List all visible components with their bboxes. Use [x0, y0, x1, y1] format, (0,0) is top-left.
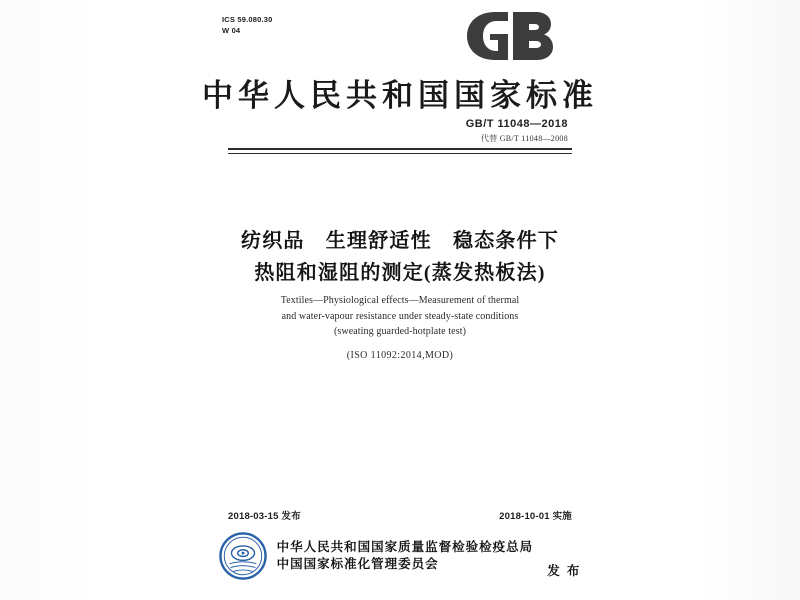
ics-code: ICS 59.080.30 [222, 15, 273, 24]
class-code: W 04 [222, 26, 241, 35]
publisher-names [277, 539, 534, 573]
official-seal-icon [219, 532, 267, 580]
issue-date: 2018-03-15 发布 [228, 511, 301, 522]
publisher-line-1: 中华人民共和国国家质量监督检验检疫总局 [276, 540, 534, 554]
title-chinese [0, 225, 800, 289]
title-english-line1: Textiles—Physiological effects—Measurement of thermal [280, 295, 520, 306]
divider-thin [228, 153, 572, 154]
title-english [0, 293, 800, 340]
publisher-line-2: 中国国家标准化管理委员会 [276, 557, 439, 571]
divider-thick [228, 148, 572, 150]
iso-correspondence-note: (ISO 11092:2014,MOD) [346, 350, 454, 361]
title-english-line3: (sweating guarded-hotplate test) [333, 326, 467, 337]
standard-number: GB/T 11048—2018 [465, 118, 568, 130]
title-chinese-line2: 热阻和湿阻的测定(蒸发热板法) [254, 262, 546, 284]
national-standard-title: 中华人民共和国国家标准 [202, 78, 598, 113]
classification-codes [222, 14, 273, 36]
implementation-date: 2018-10-01 实施 [499, 511, 572, 522]
publisher-block [0, 532, 800, 580]
title-english-line2: and water-vapour resistance under steady-state conditions [281, 310, 519, 322]
gb-logo-icon [465, 10, 555, 62]
title-chinese-line1: 纺织品 生理舒适性 稳态条件下 [241, 230, 559, 252]
replaced-standard: 代替 GB/T 11048—2008 [480, 134, 568, 143]
publish-label: 发 布 [547, 564, 582, 578]
